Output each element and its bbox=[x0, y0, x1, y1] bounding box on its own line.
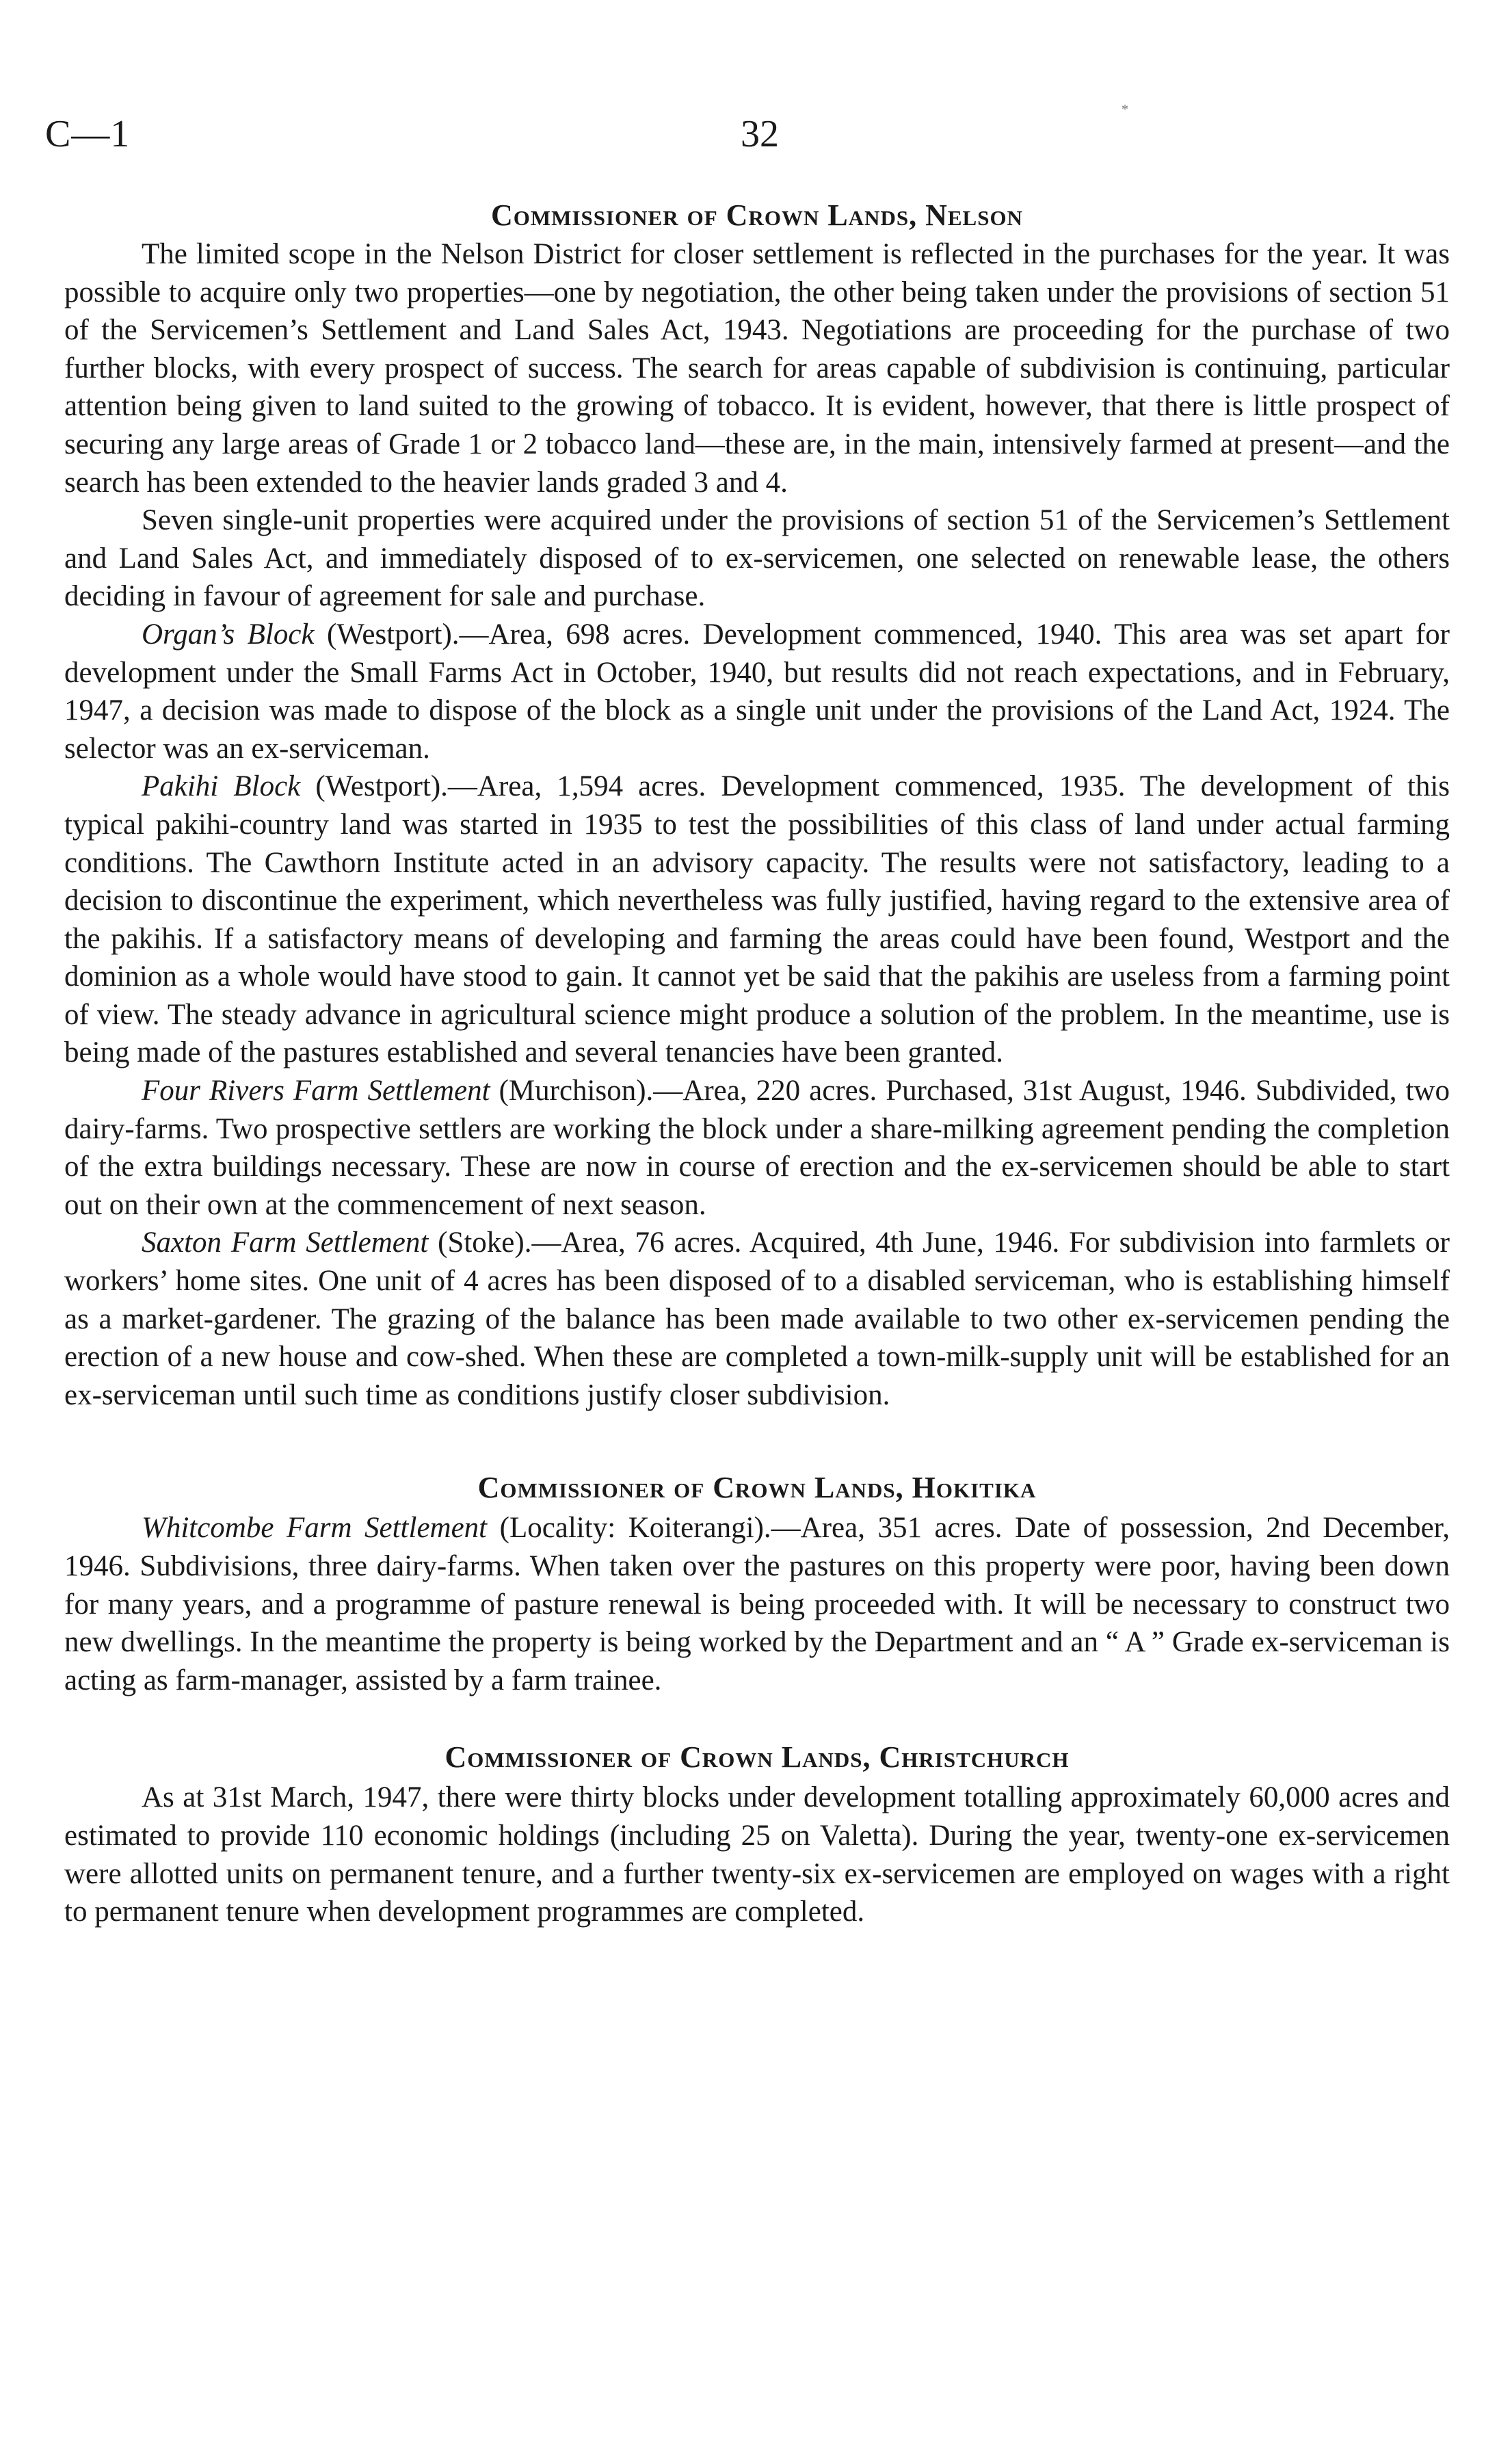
paragraph-lead: Four Rivers Farm Settlement bbox=[142, 1075, 490, 1107]
paragraph-lead: Pakihi Block bbox=[142, 770, 301, 803]
paragraph-whitcombe bbox=[64, 1509, 1450, 1699]
section-heading-nelson: Commissioner of Crown Lands, Nelson bbox=[491, 198, 1023, 232]
paragraph-christchurch bbox=[64, 1779, 1450, 1930]
paragraph-text: (Westport).—Area, 698 acres. Development commenced, 1940. This area was set apart for development under the Small Farms Act in October, 1940, but results did not reach expectations, and in February, 1947, a decision was made to dispose of the block as a single unit under the provisions of the Land Act, 1924. The selector was an ex-serviceman. bbox=[64, 618, 1450, 765]
section-christchurch bbox=[64, 1740, 1450, 1930]
page-content bbox=[64, 198, 1450, 1931]
document-reference: C—1 bbox=[45, 113, 131, 155]
print-speck: * bbox=[1122, 102, 1128, 117]
section-nelson bbox=[64, 198, 1450, 1414]
paragraph-pakihi-block bbox=[64, 768, 1450, 1072]
paragraph-text: (Murchison).—Area, 220 acres. Purchased, 31st August, 1946. Subdivided, two dairy-farms. Two prospective settlers are working the block under a share-milking agreement pending the completion of the extra buildings necessary. These are now in course of erection and the ex-servicemen should be able to start out on their own at the commencement of next season. bbox=[64, 1075, 1450, 1221]
paragraph-text: Seven single-unit properties were acquired under the provisions of section 51 of the Servicemen’s Settlement and Land Sales Act, and immediately disposed of to ex-servicemen, one selected on renewable lease, the others deciding in favour of agreement for sale and purchase. bbox=[64, 504, 1450, 613]
paragraph-text: (Westport).—Area, 1,594 acres. Development commenced, 1935. The development of this typical pakihi-country land was started in 1935 to test the possibilities of this class of land under actual farming conditions. The Cawthorn Institute acted in an advisory capacity. The results were not satisfactory, leading to a decision to discontinue the experiment, which nevertheless was fully justified, having regard to the extensive area of the pakihis. If a satisfactory means of developing and farming the areas could have been found, Westport and the dominion as a whole would have stood to gain. It cannot yet be said that the pakihis are useless from a farming point of view. The steady advance in agricultural science might produce a solution of the problem. In the meantime, use is being made of the pastures established and several tenancies have been granted. bbox=[64, 770, 1450, 1069]
paragraph-nelson-intro bbox=[64, 235, 1450, 501]
page-number: 32 bbox=[741, 113, 779, 155]
paragraph-text: (Stoke).—Area, 76 acres. Acquired, 4th June, 1946. For subdivision into farmlets or workers’ home sites. One unit of 4 acres has been disposed of to a disabled serviceman, who is establishing himself as a market-gardener. The grazing of the balance has been made available to two other ex-servicemen pending the erection of a new house and cow-shed. When these are completed a town-milk-supply unit will be established for an ex-serviceman until such time as conditions justify closer subdivision. bbox=[64, 1227, 1450, 1411]
paragraph-lead: Organ’s Block bbox=[142, 618, 315, 651]
section-hokitika bbox=[64, 1471, 1450, 1699]
paragraph-single-unit-properties bbox=[64, 501, 1450, 616]
paragraph-organs-block bbox=[64, 616, 1450, 768]
paragraph-text: As at 31st March, 1947, there were thirty blocks under development totalling approximately 60,000 acres and estimated to provide 110 economic holdings (including 25 on Valetta). During the year, twenty-one ex-servicemen were allotted units on permanent tenure, and a further twenty-six ex-servicemen are employed on wages with a right to permanent tenure when development programmes are completed. bbox=[64, 1781, 1450, 1928]
paragraph-four-rivers bbox=[64, 1072, 1450, 1224]
paragraph-text: (Locality: Koiterangi).—Area, 351 acres. Date of possession, 2nd December, 1946. Subdivisions, three dairy-farms. When taken over the pastures on this property were poor, having been down for many years, and a programme of pasture renewal is being proceeded with. It will be necessary to construct two new dwellings. In the meantime the property is being worked by the Department and an “ A ” Grade ex-serviceman is acting as farm-manager, assisted by a farm trainee. bbox=[64, 1512, 1450, 1696]
section-heading-christchurch: Commissioner of Crown Lands, Christchurch bbox=[445, 1740, 1070, 1774]
paragraph-lead: Whitcombe Farm Settlement bbox=[142, 1512, 488, 1545]
paragraph-text: The limited scope in the Nelson District for closer settlement is reflected in the purchases for the year. It was possible to acquire only two properties—one by negotiation, the other being taken under the provisions of section 51 of the Servicemen’s Settlement and Land Sales Act, 1943. Negotiations are proceeding for the purchase of two further blocks, with every prospect of success. The search for areas capable of subdivision is continuing, particular attention being given to land suited to the growing of tobacco. It is evident, however, that there is little prospect of securing any large areas of Grade 1 or 2 tobacco land—these are, in the main, intensively farmed at present—and the search has been extended to the heavier lands graded 3 and 4. bbox=[64, 238, 1450, 499]
paragraph-saxton bbox=[64, 1224, 1450, 1414]
paragraph-lead: Saxton Farm Settlement bbox=[142, 1227, 429, 1259]
section-heading-hokitika: Commissioner of Crown Lands, Hokitika bbox=[477, 1471, 1037, 1505]
